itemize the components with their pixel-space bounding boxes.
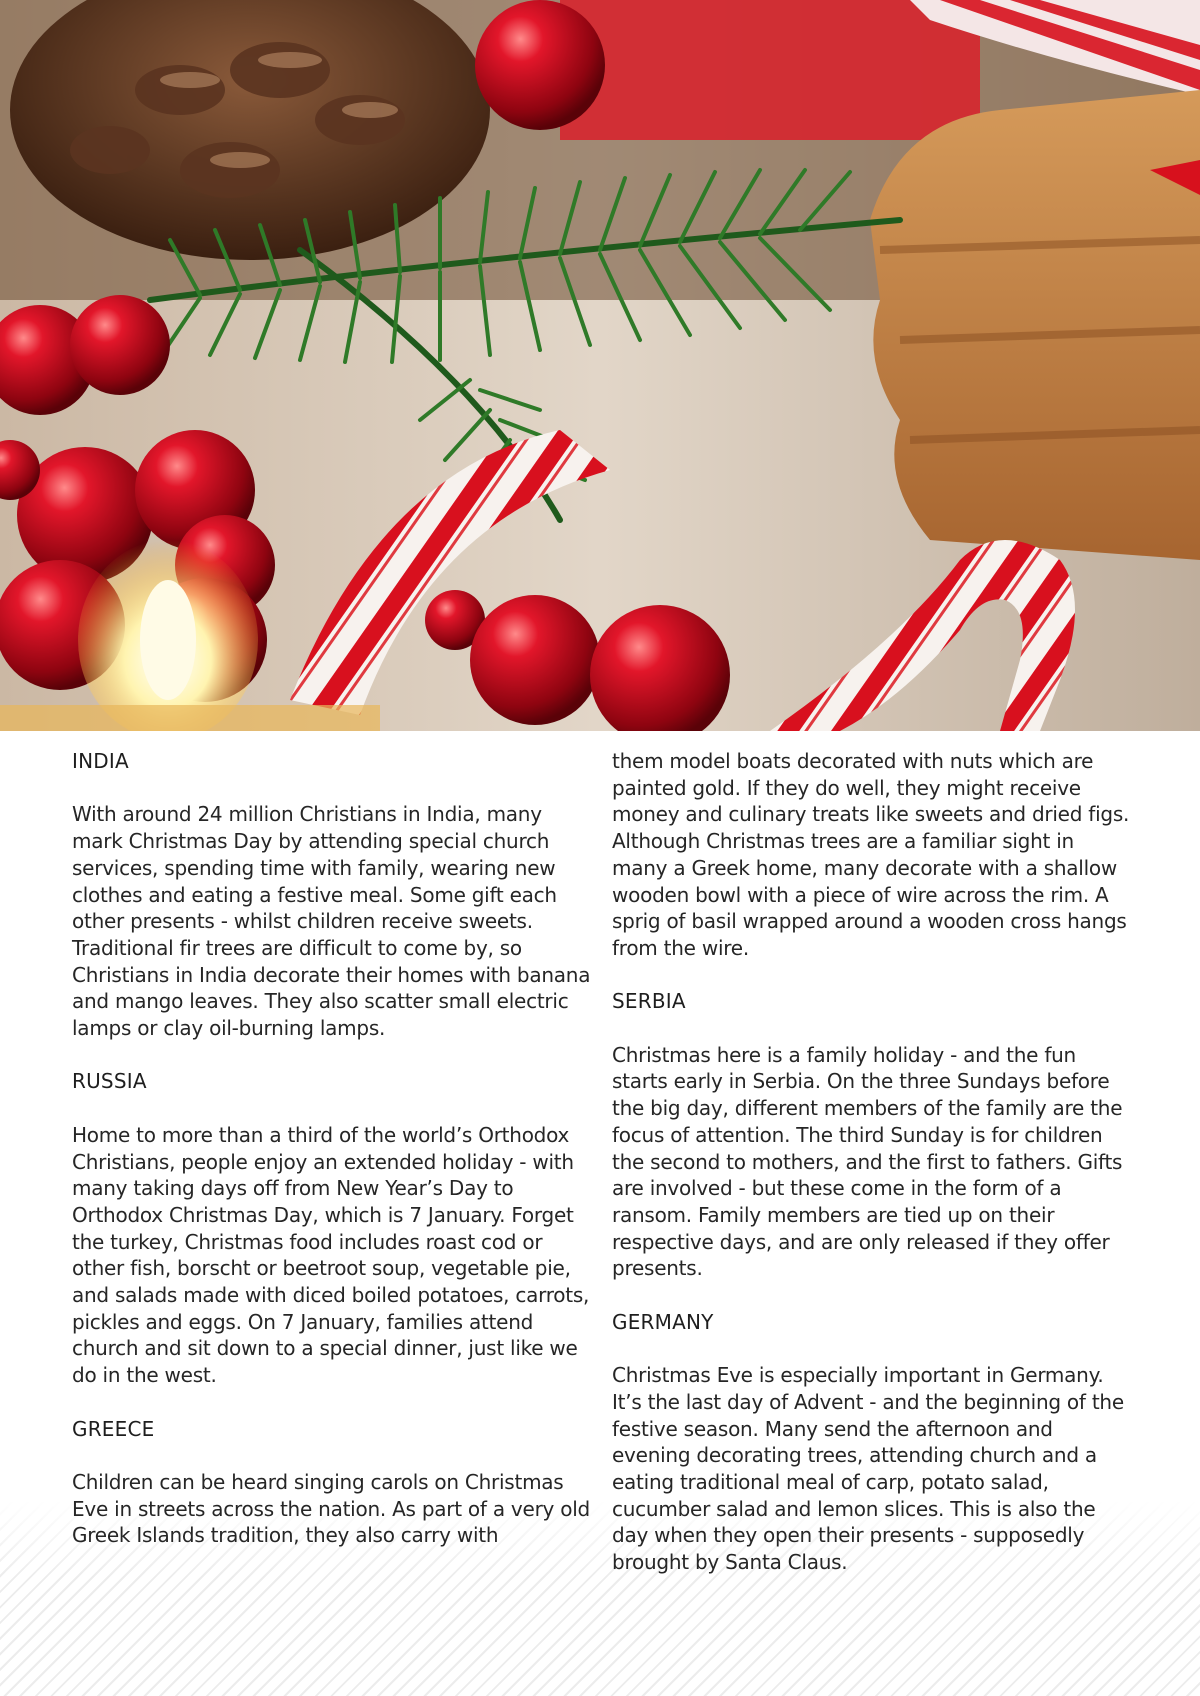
india-heading: INDIA — [72, 749, 129, 773]
hero-photo-christmas-decorations — [0, 0, 1200, 731]
russia-heading: RUSSIA — [72, 1069, 147, 1094]
india-body: With around 24 million Christians in India, many mark Christmas Day by attending special church services, spending time with family, wearing new clothes and eating a festive meal. Some gift each other presents - whilst children receive sweets. Traditional fir trees are difficult to come by, so Christians in India decorate their homes with banana and mango leaves. They also scatter small electric lamps or clay oil-burning lamps. — [72, 802, 591, 1041]
left-text-column — [72, 748, 592, 1549]
right-text-column — [612, 748, 1132, 1576]
russia-body: Home to more than a third of the world’s Orthodox Christians, people enjoy an extended holiday - with many taking days off from New Year’s Day to Orthodox Christmas Day, which is 7 January. Forget the turkey, Christmas food includes roast cod or other fish, borscht or beetroot soup, vegetable pie, and salads made with diced boiled potatoes, carrots, pickles and eggs. On 7 January, families attend church and sit down to a special dinner, just like we do in the west. — [72, 1122, 590, 1388]
germany-heading: GERMANY — [612, 1309, 714, 1334]
germany-body: Christmas Eve is especially important in Germany. It’s the last day of Advent - and the beginning of the festive season. Many send the afternoon and evening decorating trees, attending church and a eating traditional meal of carp, potato salad, cucumber salad and lemon slices. This is also the day when they open their presents - supposedly brought by Santa Claus. — [612, 1363, 1124, 1575]
serbia-body: Christmas here is a family holiday - and the fun starts early in Serbia. On the three Sundays before the big day, different members of the family are the focus of attention. The third Sunday is for children the second to mothers, and the first to fathers. Gifts are involved - but these come in the form of a ransom. Family members are tied up on their respective days, and are only released if they offer presents. — [612, 1042, 1123, 1281]
greece-body-part2: them model boats decorated with nuts which are painted gold. If they do well, they might receive money and culinary treats like sweets and dried figs. Although Christmas trees are a familiar sight in many a Greek home, many decorate with a shallow wooden bowl with a piece of wire across the rim. A sprig of basil wrapped around a wooden cross hangs from the wire. — [612, 749, 1130, 960]
serbia-heading: SERBIA — [612, 989, 686, 1014]
greece-heading: GREECE — [72, 1416, 155, 1441]
greece-body-part1: Children can be heard singing carols on Christmas Eve in streets across the nation. As part of a very old Greek Islands tradition, they also carry with — [72, 1469, 590, 1548]
hero-illustration — [0, 0, 1200, 731]
